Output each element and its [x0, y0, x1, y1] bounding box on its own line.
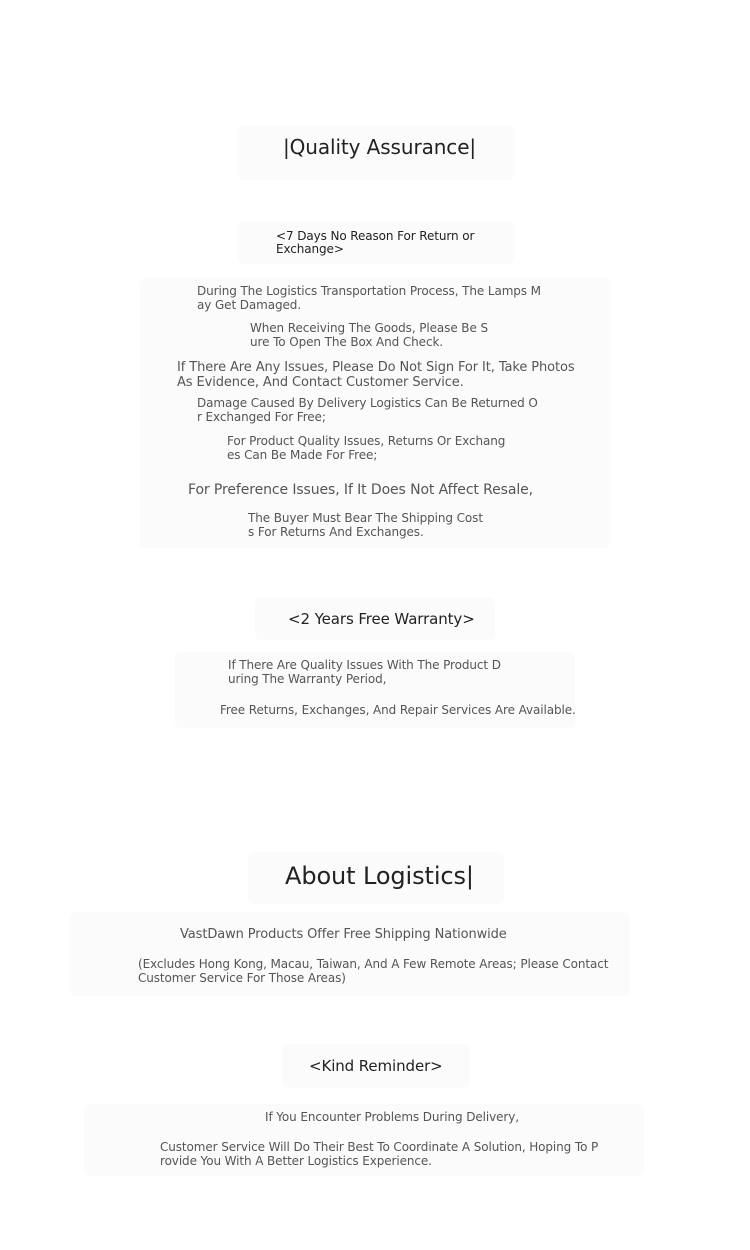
- quality-assurance-title: |Quality Assurance|: [283, 135, 477, 159]
- customer-service-note: Customer Service Will Do Their Best To Coordinate A Solution, Hoping To Provide You With A Better Logistics Experience.: [160, 1140, 599, 1168]
- do-not-sign-note: If There Are Any Issues, Please Do Not Sign For It, Take Photos As Evidence, And Contact Customer Service.: [177, 360, 575, 390]
- buyer-shipping-note: The Buyer Must Bear The Shipping Costs For Returns And Exchanges.: [248, 511, 483, 539]
- logistics-damage-note: During The Logistics Transportation Process, The Lamps May Get Damaged.: [197, 284, 541, 312]
- about-logistics-title: About Logistics|: [285, 862, 474, 890]
- warranty-services-note: Free Returns, Exchanges, And Repair Services Are Available.: [220, 703, 576, 717]
- delivery-problems-note: If You Encounter Problems During Delivery,: [265, 1110, 519, 1124]
- excluded-areas-note: (Excludes Hong Kong, Macau, Taiwan, And A Few Remote Areas; Please Contact Customer Service For Those Areas): [138, 957, 609, 985]
- free-shipping-note: VastDawn Products Offer Free Shipping Nationwide: [180, 927, 507, 942]
- delivery-damage-note: Damage Caused By Delivery Logistics Can Be Returned Or Exchanged For Free;: [197, 396, 538, 424]
- return-exchange-subtitle: <7 Days No Reason For Return or Exchange>: [276, 229, 475, 256]
- warranty-period-note: If There Are Quality Issues With The Product During The Warranty Period,: [228, 658, 501, 686]
- warranty-subtitle: <2 Years Free Warranty>: [288, 610, 475, 628]
- preference-issue-note: For Preference Issues, If It Does Not Affect Resale,: [188, 482, 533, 498]
- quality-issue-note: For Product Quality Issues, Returns Or Exchanges Can Be Made For Free;: [227, 434, 506, 462]
- inspect-goods-note: When Receiving The Goods, Please Be Sure To Open The Box And Check.: [250, 321, 488, 349]
- kind-reminder-subtitle: <Kind Reminder>: [309, 1057, 443, 1075]
